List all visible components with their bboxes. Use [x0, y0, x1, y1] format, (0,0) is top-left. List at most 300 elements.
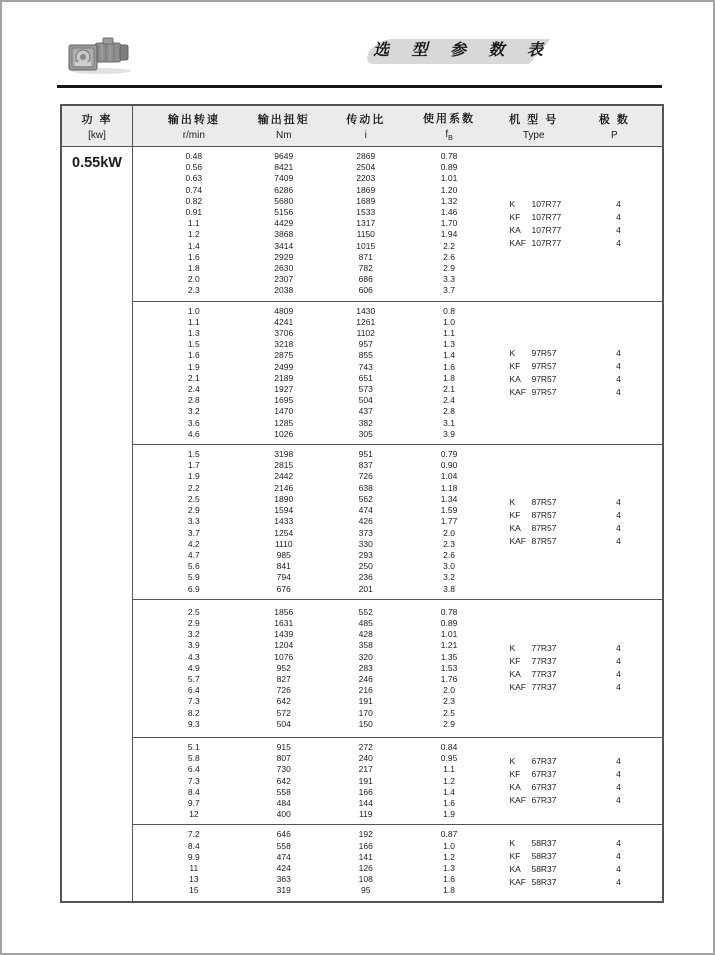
rpm-value: 15 [189, 885, 199, 896]
ratio-value: 638 [358, 482, 373, 493]
type-prefix: KA [509, 669, 521, 680]
header-output-speed-zh: 输出转速 [167, 114, 220, 126]
rpm-value: 5.1 [187, 741, 200, 752]
torque-value: 3706 [274, 328, 294, 339]
type-model: 87R57 [531, 535, 557, 546]
service-factor-value: 1.01 [440, 173, 458, 184]
ratio-value: 1533 [356, 207, 376, 218]
rpm-value: 2.1 [187, 372, 200, 383]
torque-value: 794 [276, 572, 291, 583]
header-output-torque [255, 106, 313, 146]
poles-value: 4 [616, 237, 621, 248]
torque-value: 6286 [274, 184, 294, 195]
type-row [509, 668, 662, 681]
data-block [133, 147, 662, 301]
torque-value: 1439 [274, 629, 294, 640]
header-output-speed-unit: r/min [182, 130, 205, 141]
type-model: 77R37 [531, 656, 557, 667]
rpm-value: 3.2 [187, 629, 200, 640]
ratio-value: 272 [358, 741, 373, 752]
rpm-column [133, 607, 255, 730]
rpm-value: 8.4 [187, 840, 200, 851]
type-prefix: KF [509, 850, 521, 861]
rpm-value: 2.5 [187, 606, 200, 617]
service-factor-value: 1.59 [440, 505, 458, 516]
torque-value: 5156 [274, 207, 294, 218]
torque-value: 1026 [274, 428, 294, 439]
type-column [479, 449, 662, 595]
type-prefix: KF [509, 656, 521, 667]
ratio-value: 1869 [356, 184, 376, 195]
torque-value: 985 [276, 549, 291, 560]
ratio-value: 216 [358, 685, 373, 696]
ratio-column [313, 829, 419, 896]
type-prefix: KA [509, 373, 521, 384]
service-factor-value: 2.2 [443, 240, 455, 251]
torque-value: 363 [276, 874, 291, 885]
type-model: 107R77 [531, 237, 562, 248]
type-row [509, 755, 662, 768]
type-row [509, 642, 662, 655]
power-rating-label: 0.55kW [72, 155, 122, 171]
rpm-value: 2.3 [187, 285, 200, 296]
type-row [509, 863, 662, 876]
ratio-column [313, 306, 419, 440]
type-prefix: KF [509, 211, 521, 222]
table-header-data-columns [133, 106, 662, 146]
rpm-value: 5.6 [187, 561, 200, 572]
header-power-zh: 功 率 [81, 114, 113, 126]
header-poles [588, 106, 641, 146]
poles-value: 4 [616, 496, 621, 507]
rpm-value: 5.7 [187, 673, 200, 684]
header-service-factor-unit [445, 129, 452, 142]
poles-value: 4 [616, 360, 621, 371]
torque-value: 1285 [274, 417, 294, 428]
rpm-value: 1.6 [187, 251, 200, 262]
torque-value: 1470 [274, 406, 294, 417]
ratio-value: 240 [358, 753, 373, 764]
service-factor-value: 3.7 [443, 285, 455, 296]
ratio-value: 837 [358, 460, 373, 471]
poles-value: 4 [616, 386, 621, 397]
rpm-value: 0.74 [185, 184, 203, 195]
type-model: 67R37 [531, 782, 557, 793]
rpm-value: 2.8 [187, 395, 200, 406]
rpm-value: 1.9 [187, 471, 200, 482]
rpm-value: 4.7 [187, 549, 200, 560]
ratio-value: 686 [358, 274, 373, 285]
torque-value: 424 [276, 862, 291, 873]
rpm-column [133, 449, 255, 595]
type-row [509, 211, 662, 224]
rpm-value: 1.4 [187, 240, 200, 251]
type-column [479, 829, 662, 896]
type-row [509, 837, 662, 850]
type-row [509, 386, 662, 399]
torque-value: 841 [276, 561, 291, 572]
torque-value: 1254 [274, 527, 294, 538]
torque-value: 676 [276, 583, 291, 594]
rpm-value: 11 [189, 862, 199, 873]
rpm-value: 0.63 [185, 173, 203, 184]
type-prefix: KAF [509, 795, 526, 806]
type-prefix: KA [509, 522, 521, 533]
ratio-value: 957 [358, 339, 373, 350]
service-factor-value: 1.3 [443, 862, 455, 873]
service-factor-value: 1.4 [443, 350, 455, 361]
rpm-value: 1.8 [187, 263, 200, 274]
type-column [479, 742, 662, 820]
rpm-value: 2.9 [187, 505, 200, 516]
rpm-value: 2.2 [187, 482, 200, 493]
torque-value: 8421 [274, 162, 294, 173]
power-column [62, 147, 133, 901]
torque-value: 1631 [274, 617, 294, 628]
type-model: 67R37 [531, 769, 557, 780]
type-column [479, 151, 662, 297]
type-model: 58R37 [531, 876, 557, 887]
type-row [509, 360, 662, 373]
gearmotor-photo [65, 35, 137, 75]
rpm-value: 1.2 [187, 229, 200, 240]
service-factor-value: 1.46 [440, 207, 458, 218]
service-factor-value: 1.0 [443, 316, 455, 327]
rpm-column [133, 742, 255, 820]
ratio-value: 201 [358, 583, 373, 594]
service-factor-value: 1.21 [440, 640, 458, 651]
rpm-value: 4.6 [187, 428, 200, 439]
torque-value: 7409 [274, 173, 294, 184]
rpm-value: 9.7 [187, 797, 200, 808]
torque-value: 1110 [274, 538, 293, 549]
rpm-value: 2.5 [187, 493, 200, 504]
service-factor-subscript: B [448, 135, 453, 142]
type-prefix: KAF [509, 386, 526, 397]
poles-value: 4 [616, 682, 621, 693]
type-prefix: K [509, 198, 516, 209]
ratio-value: 2203 [356, 173, 376, 184]
data-block [133, 301, 662, 444]
service-factor-value: 1.01 [440, 629, 458, 640]
type-prefix: KAF [509, 876, 526, 887]
ratio-value: 743 [358, 361, 373, 372]
ratio-value: 191 [358, 696, 373, 707]
ratio-value: 217 [358, 764, 373, 775]
ratio-column [313, 742, 419, 820]
type-row [509, 224, 662, 237]
poles-value: 4 [616, 198, 621, 209]
ratio-value: 573 [358, 384, 373, 395]
rpm-value: 4.3 [187, 651, 200, 662]
service-factor-value: 2.6 [443, 251, 455, 262]
type-model: 87R57 [531, 522, 557, 533]
header-poles-zh: 极 数 [598, 114, 630, 126]
ratio-value: 1430 [356, 305, 376, 316]
torque-value: 4809 [274, 305, 294, 316]
ratio-value: 1015 [356, 240, 376, 251]
type-prefix: K [509, 643, 516, 654]
rpm-value: 1.9 [187, 361, 200, 372]
rpm-value: 0.56 [185, 162, 203, 173]
data-block [133, 737, 662, 824]
service-factor-symbol: f [445, 129, 449, 140]
rpm-value: 12 [189, 809, 199, 820]
torque-value: 1076 [274, 651, 294, 662]
poles-value: 4 [616, 769, 621, 780]
poles-value: 4 [616, 643, 621, 654]
data-block [133, 824, 662, 900]
type-prefix: K [509, 347, 516, 358]
torque-value: 2189 [274, 372, 294, 383]
service-factor-value: 2.4 [443, 395, 455, 406]
service-factor-value: 1.4 [443, 786, 455, 797]
gearmotor-photo-drawing [65, 35, 137, 75]
fb-column [419, 306, 480, 440]
torque-column [255, 829, 313, 896]
type-model: 107R77 [531, 198, 562, 209]
ratio-value: 504 [358, 395, 373, 406]
service-factor-value: 2.3 [443, 696, 455, 707]
torque-value: 4241 [274, 316, 294, 327]
torque-column [255, 742, 313, 820]
torque-value: 1695 [274, 395, 294, 406]
service-factor-value: 3.0 [443, 561, 455, 572]
ratio-value: 170 [358, 707, 373, 718]
type-model: 77R37 [531, 643, 557, 654]
page-title: 选 型 参 数 表 [373, 42, 552, 59]
ratio-value: 250 [358, 561, 373, 572]
rpm-value: 7.3 [187, 696, 200, 707]
ratio-value: 562 [358, 493, 373, 504]
ratio-value: 108 [358, 874, 373, 885]
type-model: 107R77 [531, 211, 562, 222]
torque-value: 1856 [274, 606, 294, 617]
table-header-row [62, 106, 662, 147]
page-header [2, 2, 713, 85]
service-factor-value: 1.76 [440, 673, 458, 684]
torque-value: 1594 [274, 505, 294, 516]
rpm-value: 1.1 [187, 218, 200, 229]
rpm-value: 3.9 [187, 640, 200, 651]
rpm-value: 1.7 [187, 460, 200, 471]
rpm-value: 1.1 [187, 316, 200, 327]
banner-title-badge [364, 38, 552, 65]
type-row [509, 373, 662, 386]
type-row [509, 850, 662, 863]
poles-value: 4 [616, 347, 621, 358]
ratio-value: 1317 [356, 218, 376, 229]
service-factor-value: 0.8 [443, 305, 455, 316]
service-factor-value: 3.2 [443, 572, 455, 583]
selection-parameter-table [60, 104, 664, 903]
type-row [509, 876, 662, 889]
service-factor-value: 0.89 [440, 617, 458, 628]
service-factor-value: 0.87 [440, 829, 458, 840]
type-prefix: K [509, 496, 516, 507]
type-model: 77R37 [531, 682, 557, 693]
type-prefix: KF [509, 769, 521, 780]
ratio-value: 651 [358, 372, 373, 383]
torque-value: 474 [276, 851, 291, 862]
service-factor-value: 1.1 [443, 764, 455, 775]
type-row [509, 237, 662, 250]
type-prefix: KA [509, 782, 521, 793]
service-factor-value: 1.2 [443, 851, 455, 862]
header-poles-unit: P [611, 130, 618, 141]
torque-value: 9649 [274, 151, 294, 161]
ratio-value: 1689 [356, 195, 376, 206]
torque-value: 319 [276, 885, 291, 896]
header-service-factor [419, 106, 480, 146]
ratio-value: 726 [358, 471, 373, 482]
ratio-value: 150 [358, 718, 373, 729]
type-row [509, 509, 662, 522]
service-factor-value: 1.20 [440, 184, 458, 195]
type-prefix: K [509, 756, 516, 767]
type-prefix: KAF [509, 237, 526, 248]
header-ratio-unit: i [364, 130, 367, 141]
service-factor-value: 1.6 [443, 361, 455, 372]
rpm-value: 3.2 [187, 406, 200, 417]
rpm-value: 2.4 [187, 384, 200, 395]
header-model-zh: 机 型 号 [509, 114, 559, 126]
torque-value: 642 [276, 775, 291, 786]
type-model: 67R37 [531, 795, 557, 806]
torque-value: 2499 [274, 361, 294, 372]
ratio-value: 1150 [356, 229, 375, 240]
service-factor-value: 1.8 [443, 885, 455, 896]
torque-value: 400 [276, 809, 291, 820]
poles-value: 4 [616, 522, 621, 533]
ratio-value: 855 [358, 350, 373, 361]
type-row [509, 496, 662, 509]
service-factor-value: 1.70 [440, 218, 458, 229]
poles-value: 4 [616, 373, 621, 384]
service-factor-value: 0.78 [440, 606, 458, 617]
rpm-value: 7.2 [187, 829, 200, 840]
type-model: 87R57 [531, 496, 557, 507]
torque-value: 504 [276, 718, 291, 729]
ratio-value: 373 [358, 527, 373, 538]
rpm-column [133, 306, 255, 440]
type-row [509, 535, 662, 548]
header-output-torque-zh: 输出扭矩 [257, 114, 310, 126]
service-factor-value: 1.18 [440, 482, 458, 493]
torque-value: 726 [276, 685, 291, 696]
rpm-value: 1.0 [187, 305, 200, 316]
ratio-column [313, 449, 419, 595]
service-factor-value: 3.1 [443, 417, 455, 428]
rpm-value: 4.9 [187, 662, 200, 673]
service-factor-value: 1.53 [440, 662, 458, 673]
fb-column [419, 742, 480, 820]
ratio-value: 358 [358, 640, 373, 651]
service-factor-value: 2.9 [443, 718, 455, 729]
poles-value: 4 [616, 224, 621, 235]
type-row [509, 768, 662, 781]
service-factor-value: 1.77 [440, 516, 458, 527]
torque-value: 642 [276, 696, 291, 707]
ratio-value: 426 [358, 516, 373, 527]
torque-value: 952 [276, 662, 291, 673]
rpm-value: 0.91 [185, 207, 203, 218]
torque-value: 827 [276, 673, 291, 684]
header-model [479, 106, 587, 146]
torque-value: 807 [276, 753, 291, 764]
torque-value: 2146 [274, 482, 294, 493]
torque-value: 2875 [274, 350, 294, 361]
rpm-value: 1.3 [187, 328, 200, 339]
torque-column [255, 607, 313, 730]
ratio-value: 2504 [356, 162, 376, 173]
torque-value: 484 [276, 797, 291, 808]
type-prefix: KF [509, 360, 521, 371]
torque-value: 1890 [274, 493, 294, 504]
service-factor-value: 0.79 [440, 449, 458, 460]
service-factor-value: 0.95 [440, 753, 458, 764]
torque-value: 2038 [274, 285, 294, 296]
type-row [509, 347, 662, 360]
ratio-column [313, 151, 419, 297]
header-output-torque-unit: Nm [275, 130, 292, 141]
torque-value: 2442 [274, 471, 294, 482]
rpm-value: 5.9 [187, 572, 200, 583]
ratio-value: 166 [358, 840, 373, 851]
service-factor-value: 2.3 [443, 538, 455, 549]
rpm-value: 6.4 [187, 685, 200, 696]
service-factor-value: 3.9 [443, 428, 455, 439]
ratio-value: 871 [358, 251, 373, 262]
ratio-value: 192 [358, 829, 373, 840]
ratio-value: 474 [358, 505, 373, 516]
rpm-value: 1.5 [187, 449, 200, 460]
ratio-column [313, 607, 419, 730]
ratio-value: 1102 [356, 328, 375, 339]
rpm-value: 6.9 [187, 583, 200, 594]
poles-value: 4 [616, 795, 621, 806]
poles-value: 4 [616, 850, 621, 861]
ratio-value: 330 [358, 538, 373, 549]
ratio-value: 320 [358, 651, 373, 662]
torque-value: 2630 [274, 263, 294, 274]
torque-value: 572 [276, 707, 291, 718]
type-row [509, 522, 662, 535]
poles-value: 4 [616, 656, 621, 667]
type-model: 107R77 [531, 224, 562, 235]
service-factor-value: 2.0 [443, 527, 455, 538]
service-factor-value: 2.8 [443, 406, 455, 417]
poles-value: 4 [616, 863, 621, 874]
type-model: 77R37 [531, 669, 557, 680]
data-block [133, 444, 662, 599]
header-output-speed [133, 106, 255, 146]
poles-value: 4 [616, 876, 621, 887]
type-prefix: KF [509, 509, 521, 520]
poles-value: 4 [616, 535, 621, 546]
torque-value: 915 [276, 741, 291, 752]
torque-value: 2815 [274, 460, 294, 471]
ratio-value: 606 [358, 285, 373, 296]
rpm-value: 3.6 [187, 417, 200, 428]
header-power-unit: [kw] [88, 130, 106, 141]
ratio-value: 428 [358, 629, 373, 640]
type-model: 97R57 [531, 360, 557, 371]
poles-value: 4 [616, 509, 621, 520]
type-prefix: K [509, 837, 516, 848]
ratio-value: 552 [358, 606, 373, 617]
type-prefix: KA [509, 863, 521, 874]
